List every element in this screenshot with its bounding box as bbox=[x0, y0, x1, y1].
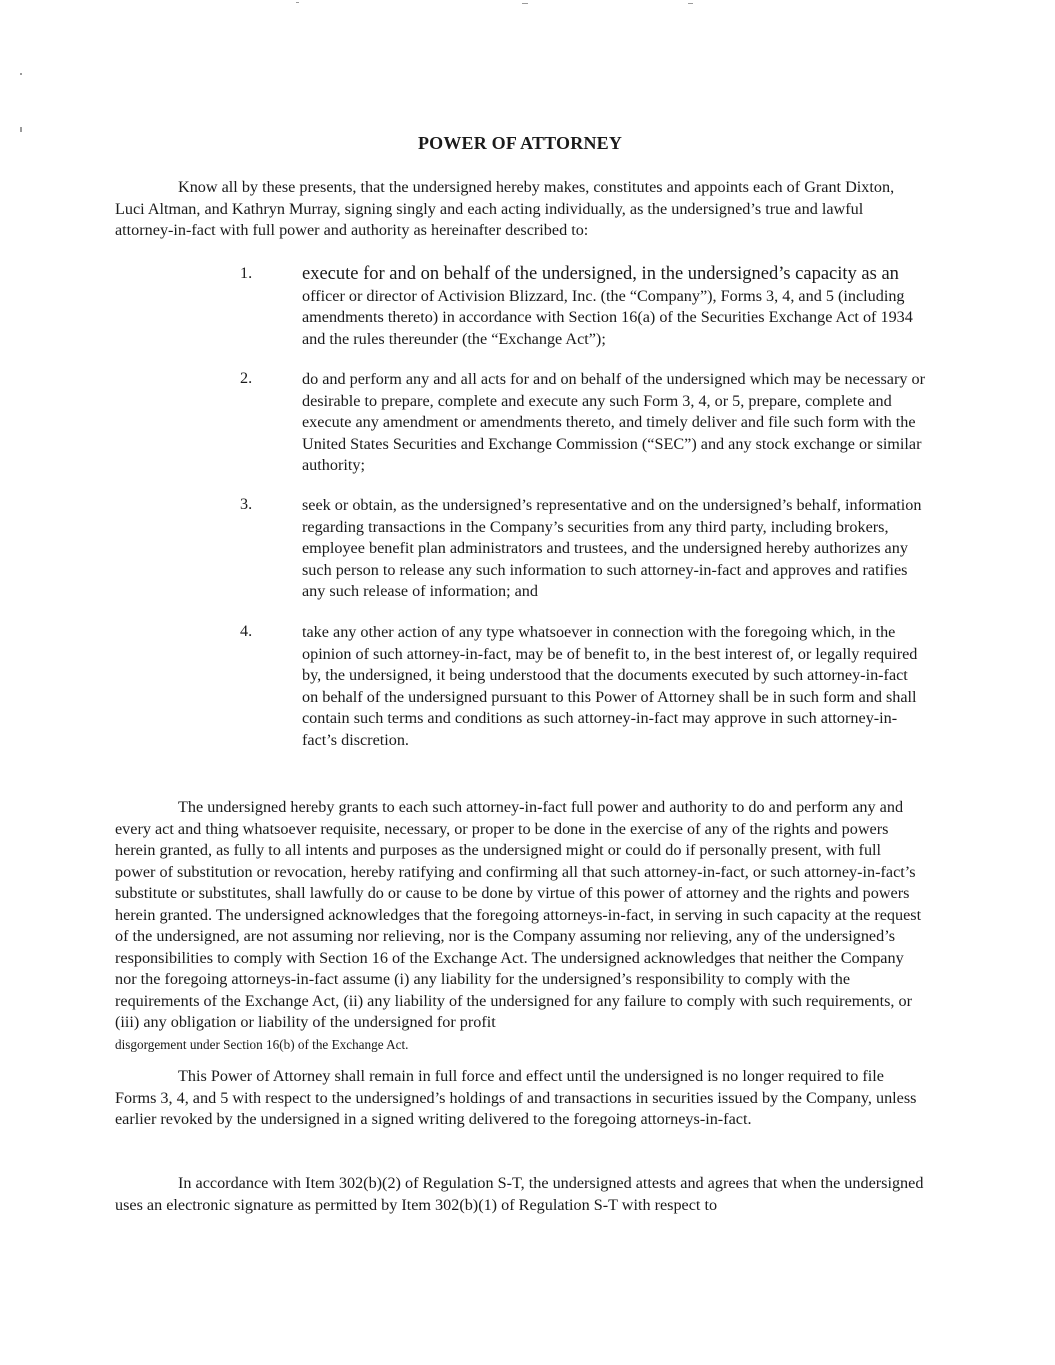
scan-speck bbox=[688, 3, 693, 4]
list-item-number: 3. bbox=[240, 495, 253, 513]
grants-paragraph-text: The undersigned hereby grants to each such attorney-in-fact full power and authority to do and perform any and every act and thing whatsoever requisite, necessary, or proper to be done in the exercise of any of the rights and powers herein granted, as fully to all intents and purposes as the undersigned might or could do if personally present, with full power of substitution or revocation, hereby ratifying and confirming all that such attorney-in-fact, or such attorney-in-fact’s substitute or substitutes, shall lawfully do or cause to be done by virtue of this power of attorney and the rights and powers herein granted. The undersigned acknowledges that the foregoing attorneys-in-fact, in serving in such capacity at the request of the undersigned, are not assuming nor relieving, nor is the Company assuming nor relieving, any of the undersigned’s responsibilities to comply with Section 16 of the Exchange Act. The undersigned acknowledges that neither the Company nor the foregoing attorneys-in-fact assume (i) any liability for the undersigned’s responsibility to comply with the requirements of the Exchange Act, (ii) any liability of the undersigned for any failure to comply with such requirements, or (iii) any obligation or liability of the undersigned for profit bbox=[115, 798, 922, 1031]
list-item-number: 4. bbox=[240, 622, 253, 640]
regulation-st-paragraph: In accordance with Item 302(b)(2) of Regulation S-T, the undersigned attests and agrees that when the undersigned uses an electronic signature as permitted by Item 302(b)(1) of Regulation S-T with respect to bbox=[115, 1174, 924, 1214]
list-item-text: take any other action of any type whatsoever in connection with the foregoing which, in the opinion of such attorney-in-fact, may be of benefit to, in the best interest of, or legally required by, the undersigned, it being understood that the documents executed by such attorney-in-fact on behalf of the undersigned pursuant to this Power of Attorney shall be in such form and shall contain such terms and conditions as such attorney-in-fact may approve in such attorney-in-fact’s discretion. bbox=[302, 623, 918, 749]
grants-paragraph bbox=[115, 797, 925, 1055]
list-item-body-text: officer or director of Activision Blizzard, Inc. (the “Company”), Forms 3, 4, and 5 (including amendments thereto) in accordance with Section 16(a) of the Securities Exchange Act of 1934 and the rules thereunder (the “Exchange Act”); bbox=[302, 286, 913, 348]
list-item-lead-text: execute for and on behalf of the undersigned, in the undersigned’s capacity as an bbox=[302, 264, 899, 284]
list-item-text: seek or obtain, as the undersigned’s representative and on the undersigned’s behalf, information regarding transactions in the Company’s securities from any third party, including brokers, employee benefit plan administrators and trustees, and the undersigned hereby authorizes any such person to release any such information to such attorney-in-fact and approves and ratifies any such release of information; and bbox=[302, 496, 922, 600]
grants-paragraph-last-line: disgorgement under Section 16(b) of the Exchange Act. bbox=[115, 1036, 409, 1052]
scan-speck bbox=[522, 3, 528, 4]
duration-paragraph: This Power of Attorney shall remain in full force and effect until the undersigned is no longer required to file Forms 3, 4, and 5 with respect to the undersigned’s holdings of and transactions in securities issued by the Company, unless earlier revoked by the undersigned in a signed writing delivered to the foregoing attorneys-in-fact. bbox=[115, 1067, 917, 1128]
list-item-number: 2. bbox=[240, 369, 253, 387]
intro-paragraph: Know all by these presents, that the undersigned hereby makes, constitutes and appoints each of Grant Dixton, Luci Altman, and Kathryn Murray, signing singly and each acting individually, as the undersigned’s true and lawful attorney-in-fact with full power and authority as hereinafter described to: bbox=[115, 178, 895, 239]
list-item-text: do and perform any and all acts for and on behalf of the undersigned which may be necessary or desirable to prepare, complete and execute any such Form 3, 4, or 5, prepare, complete and execute any amendment or amendments thereto, and timely deliver and file such form with the United States Securities and Exchange Commission (“SEC”) and any stock exchange or similar authority; bbox=[302, 370, 925, 474]
scan-speck bbox=[20, 127, 22, 132]
document-title: POWER OF ATTORNEY bbox=[417, 133, 623, 153]
scan-speck bbox=[296, 2, 299, 3]
list-item-number: 1. bbox=[240, 264, 253, 282]
list-item-text bbox=[302, 264, 927, 350]
scan-speck bbox=[20, 73, 22, 75]
